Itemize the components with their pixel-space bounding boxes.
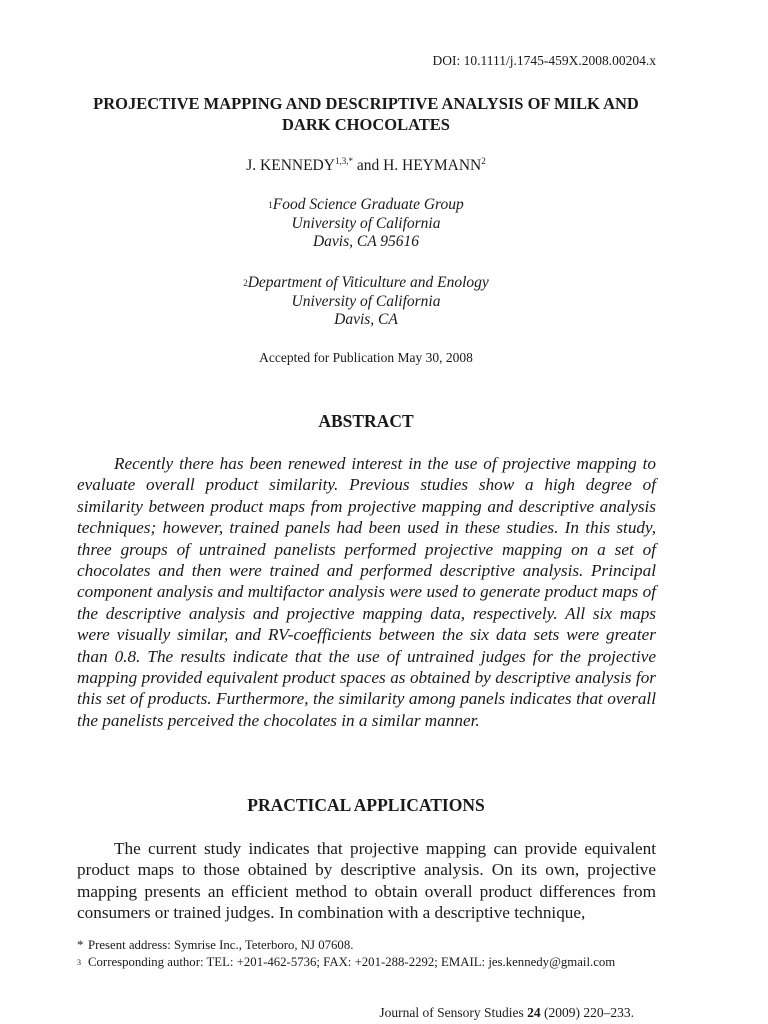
author-line	[76, 157, 656, 175]
affiliation-2-line-1: $^2$Department of Viticulture and Enology	[243, 274, 489, 291]
author-separator: and	[352, 157, 384, 174]
affiliation-1-line-2: University of California	[291, 214, 441, 232]
journal-name: Journal of Sensory Studies	[379, 1005, 528, 1020]
affiliation-1-mark: 1	[268, 200, 273, 210]
footnote-text: Present address: Symrise Inc., Teterboro, NJ 07608.	[88, 938, 354, 952]
author-1: J. KENNEDY	[246, 157, 335, 174]
footnote-text: Corresponding author: TEL: +201-462-5736; FAX: +201-288-2292; EMAIL: jes.kennedy@gmail.com	[88, 955, 616, 969]
footnote-corresponding-author	[77, 954, 656, 975]
practical-applications-heading: PRACTICAL APPLICATIONS	[247, 795, 485, 815]
doi-line: DOI: 10.1111/j.1745-459X.2008.00204.x	[432, 53, 656, 68]
abstract-heading: ABSTRACT	[318, 411, 414, 431]
affiliation-1	[76, 196, 656, 252]
footnote-mark: *	[77, 938, 84, 952]
paper-title: PROJECTIVE MAPPING AND DESCRIPTIVE ANALYSIS OF MILK AND DARK CHOCOLATES	[93, 94, 639, 134]
footnote-present-address	[77, 937, 656, 954]
affiliation-2	[76, 274, 656, 330]
author-2: H. HEYMANN	[383, 157, 482, 174]
journal-volume: 24	[527, 1005, 541, 1020]
affiliation-2-line-2: University of California	[291, 292, 441, 310]
acceptance-date: Accepted for Publication May 30, 2008	[259, 350, 473, 365]
author-2-marks: 2	[481, 156, 486, 166]
practical-applications-text: The current study indicates that projective mapping can provide equivalent product maps to those obtained by descriptive analysis. On its own, projective mapping presents an efficient method to obtain overall product differences from consumers or trained judges. In combination with a descriptive technique,	[77, 839, 656, 923]
affiliation-1-line-3: Davis, CA 95616	[312, 233, 420, 250]
footnotes	[77, 937, 656, 975]
affiliation-2-line-3: Davis, CA	[334, 311, 398, 328]
footnote-mark: 3	[77, 958, 81, 967]
journal-footer	[379, 1005, 634, 1021]
affiliation-2-mark: 2	[243, 278, 248, 288]
affiliation-1-line-1: $^1$Food Science Graduate Group	[268, 196, 464, 213]
abstract-text: Recently there has been renewed interest in the use of projective mapping to evaluate overall product similarity. Previous studies show a high degree of similarity between product maps from projective mapping and descriptive analysis techniques; however, trained panels had been used in these studies. In this study, three groups of untrained panelists performed projective mapping on a set of chocolates and then were trained and performed descriptive analysis. Principal component analysis and multifactor analysis were used to generate product maps of the descriptive analysis and projective mapping data, respectively. All six maps were visually similar, and RV-coefficients between the six data sets were greater than 0.8. The results indicate that the use of untrained judges for the projective mapping provided equivalent product spaces as obtained by descriptive analysis for this set of products. Furthermore, the similarity among panels indicates that overall the panelists perceived the chocolates in a similar manner.	[77, 454, 656, 730]
journal-year-pages: (2009) 220–233.	[540, 1005, 634, 1020]
author-1-marks: 1,3,*	[334, 156, 353, 166]
